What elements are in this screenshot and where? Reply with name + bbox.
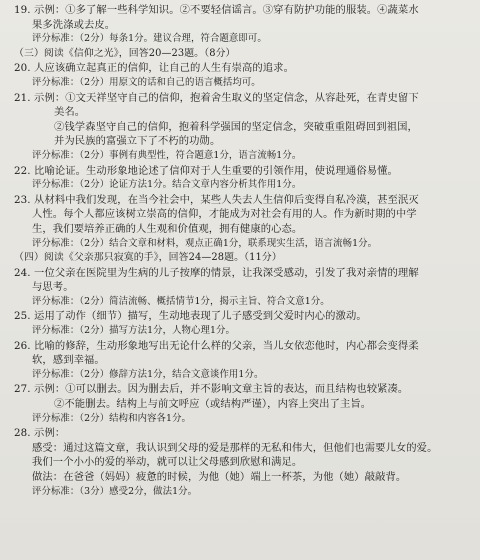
- text-line: 24. 一位父亲在医院里为生病的儿子按摩的情景，让我深受感动，引发了我对亲情的理解: [14, 266, 419, 279]
- text-line: 21. 示例：①文天祥坚守自己的信仰，抱着舍生取义的坚定信念，从容赴死，在青史留下: [14, 91, 419, 104]
- text-line: 20. 人应该确立起真正的信仰，让自己的人生有崇高的追求。: [14, 62, 294, 75]
- text-line: 与思考。: [32, 281, 74, 294]
- text-line: 做法：在爸爸（妈妈）疲惫的时候，为他（她）端上一杯茶，为他（她）敲敲背。: [32, 471, 407, 483]
- scoring-line: 评分标准：（2分）用原文的话和自己的语言概括均可。: [32, 76, 261, 88]
- scoring-line: 评分标准：（2分）简洁流畅、概括情节1分，揭示主旨、符合文意1分。: [32, 295, 330, 307]
- scoring-line: 评分标准：（2分）结合文章和材料，观点正确1分，联系现实生活，语言流畅1分。: [32, 237, 378, 249]
- text-line: 人性。每个人都应该树立崇高的信仰，才能成为对社会有用的人。作为新时期的中学: [32, 208, 417, 221]
- text-line: 25. 运用了动作（细节）描写，生动地表现了儿子感受到父爱时内心的激动。: [14, 310, 367, 323]
- text-line: 22. 比喻论证。生动形象地论述了信仰对于人生重要的引领作用，使说理通俗易懂。: [14, 164, 398, 177]
- text-line: 23. 从材料中我们发现，在当今社会中，某些人失去人生信仰后变得自私冷漠，甚至泯灭: [14, 193, 419, 206]
- scoring-line: 评分标准：（2分）描写方法1分，人物心理1分。: [32, 325, 236, 337]
- text-line: 生，我们要培养正确的人生观和价值观，拥有健康的心态。: [32, 222, 303, 235]
- text-line: ②钱学森坚守自己的信仰，抱着科学强国的坚定信念，突破重重阻碍回到祖国，: [54, 120, 418, 133]
- text-line: 并为民族的富强立下了不朽的功勋。: [54, 135, 221, 148]
- text-line: 27. 示例：①可以删去。因为删去后，并不影响文章主旨的表达，而且结构也较紧凑。: [14, 383, 409, 396]
- scoring-line: 评分标准：（3分）感受2分，做法1分。: [32, 485, 198, 497]
- text-line: 感受：通过这篇文章，我认识到父母的爱是那样的无私和伟大，但他们也需要儿女的爱。: [32, 441, 438, 454]
- scoring-line: 评分标准：（2分）结构和内容各1分。: [32, 412, 192, 424]
- scoring-line: 评分标准：（2分）论证方法1分。结合文章内容分析其作用1分。: [32, 179, 302, 191]
- text-line: 28. 示例：: [14, 427, 66, 440]
- scoring-line: 评分标准：（2分）事例有典型性，符合题意1分，语言流畅1分。: [32, 149, 302, 161]
- scoring-line: 评分标准：（2分）每条1分。建议合理，符合题意即可。: [32, 33, 267, 45]
- text-line: 软，感到幸福。: [32, 354, 105, 367]
- text-line: 19. 示例：①多了解一些科学知识。②不要轻信谣言。③穿有防护功能的服装。④蔬菜水: [14, 4, 419, 16]
- section-heading: （三）阅读《信仰之光》，回答20—23题。（8分）: [14, 47, 236, 59]
- section-heading: （四）阅读《父亲那只寂寞的手》，回答24—28题。（11分）: [14, 252, 282, 264]
- text-line: 我们一个小小的爱的举动，就可以让父母感到欣慰和满足。: [32, 456, 303, 469]
- text-line: 果多洗涤或去皮。: [32, 18, 116, 31]
- scoring-line: 评分标准：（2分）修辞方法1分，结合文意谈作用1分。: [32, 368, 264, 380]
- text-line: 美名。: [54, 106, 86, 119]
- text-line: ②不能删去。结构上与前文呼应（或结构严谨），内容上突出了主旨。: [54, 398, 372, 411]
- text-line: 26. 比喻的修辞，生动形象地写出无论什么样的父亲，当儿女依恋他时，内心都会变得柔: [14, 339, 419, 352]
